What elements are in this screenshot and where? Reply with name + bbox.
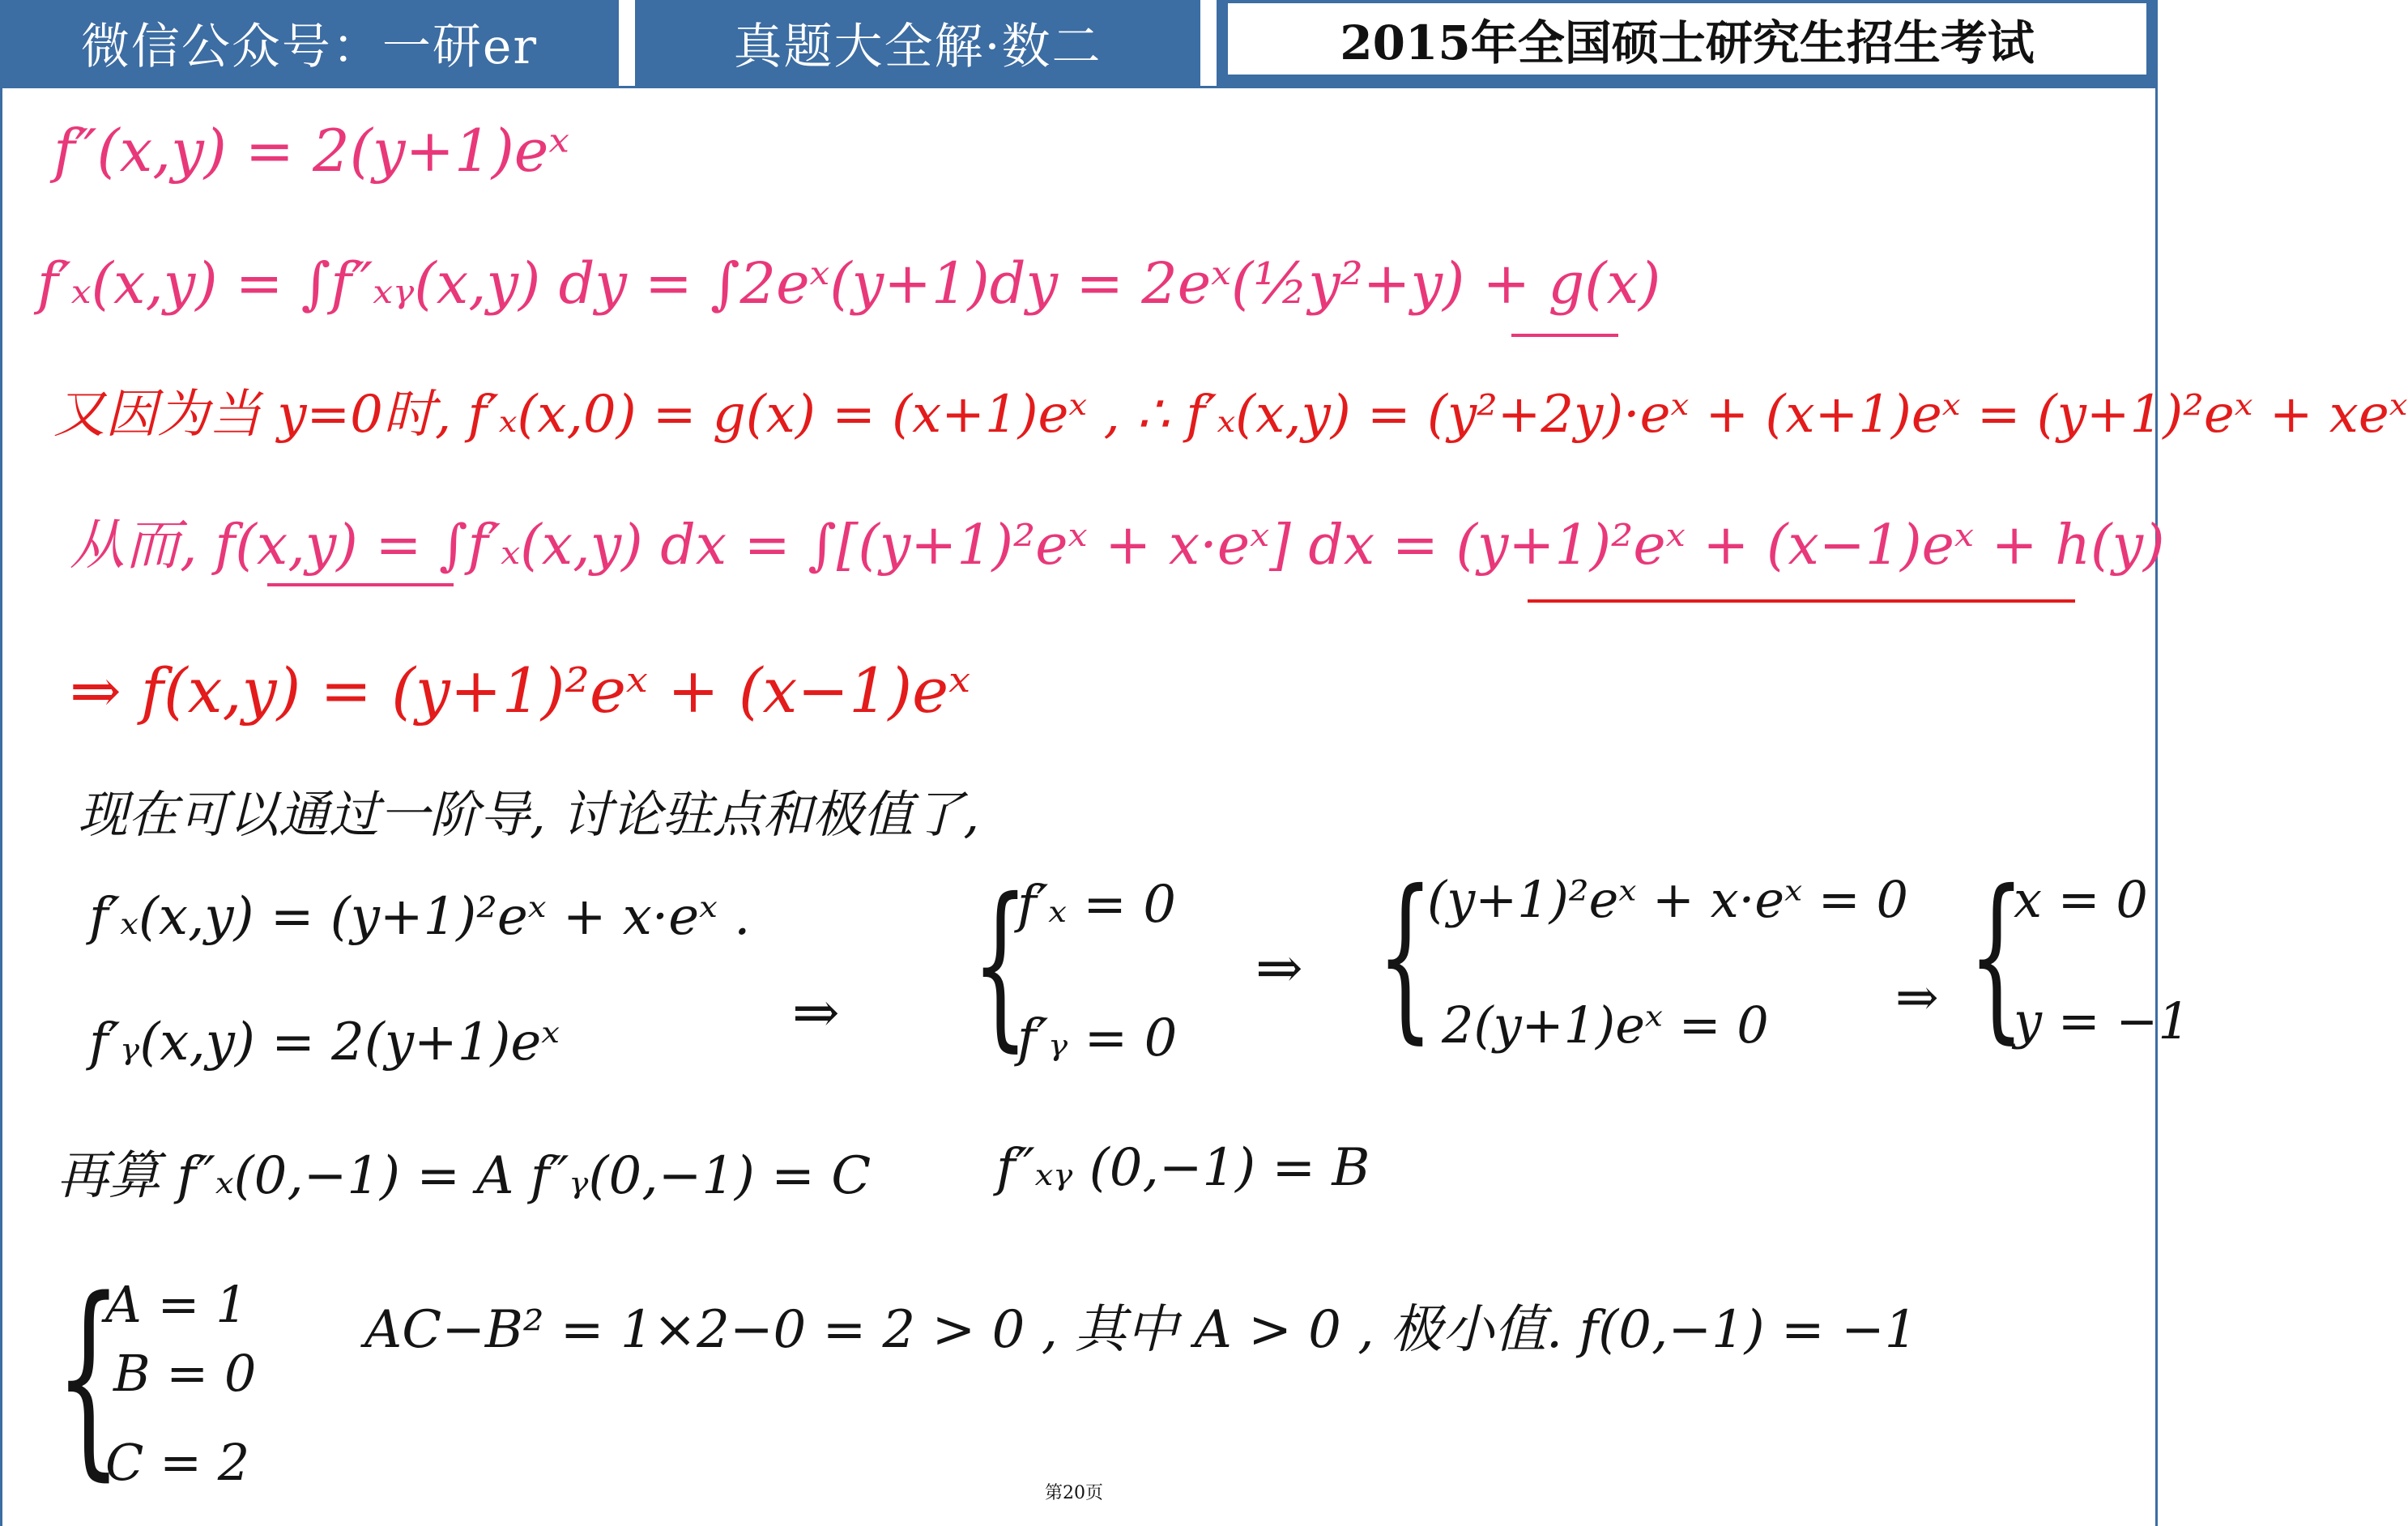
sys4-a: A = 1 xyxy=(105,1275,248,1334)
page-border-left xyxy=(0,86,2,1526)
brace-system-2: { xyxy=(1377,852,1434,1059)
header-exam-title: 2015年全国硕士研究生招生考试 xyxy=(1228,3,2146,75)
implies-arrow-2: ⇒ xyxy=(1255,935,1303,1001)
implies-arrow-1: ⇒ xyxy=(792,979,840,1046)
sys4-b: B = 0 xyxy=(113,1344,257,1403)
page-border-right xyxy=(2155,86,2158,1526)
page-number: 第20页 xyxy=(1045,1483,1103,1503)
sys1-eq-fx: f′ₓ = 0 xyxy=(1017,875,1176,935)
sys2-eq-2: 2(y+1)eˣ = 0 xyxy=(1442,995,1769,1055)
eq-second-partial-xy: f″(x,y) = 2(y+1)eˣ xyxy=(53,117,569,185)
sys3-eq-y: y = −1 xyxy=(2014,991,2190,1051)
eq-determine-gx: 又因为当 y=0时, f′ₓ(x,0) = g(x) = (x+1)eˣ , ∴ f′ₓ(x,y) = (y²+2y)·eˣ + (x+1)eˣ = (y+1)²eˣ + xeˣ xyxy=(53,385,2408,445)
eq-integrate-f: 从而, f(x,y) = ∫f′ₓ(x,y) dx = ∫[(y+1)²eˣ + x·eˣ] dx = (y+1)²eˣ + (x−1)eˣ + h(y) xyxy=(70,514,2165,578)
eq-integrate-fx: f′ₓ(x,y) = ∫f″ₓᵧ(x,y) dy = ∫2eˣ(y+1)dy = 2eˣ(½y²+y) + g(x) xyxy=(37,250,1661,317)
brace-system-4: { xyxy=(55,1255,122,1499)
underline-result xyxy=(1528,599,2075,603)
eq-final-f: ⇒ f(x,y) = (y+1)²eˣ + (x−1)eˣ xyxy=(70,654,971,727)
sys4-c: C = 2 xyxy=(105,1433,250,1492)
brace-system-3: { xyxy=(1968,852,2025,1059)
eq-mixed-derivative: f″ₓᵧ (0,−1) = B xyxy=(996,1138,1370,1198)
header-book-title: 真题大全解·数二 xyxy=(635,0,1200,86)
header-wechat-account: 微信公众号：一研er xyxy=(0,0,619,86)
eq-fy-partial: f′ᵧ(x,y) = 2(y+1)eˣ xyxy=(89,1012,560,1072)
eq-fx-partial: f′ₓ(x,y) = (y+1)²eˣ + x·eˣ . xyxy=(89,887,751,947)
sys3-eq-x: x = 0 xyxy=(2014,870,2148,929)
underline-gx xyxy=(1511,334,1618,337)
brace-system-1: { xyxy=(972,860,1029,1068)
header-divider xyxy=(0,86,2158,88)
underline-fxy xyxy=(267,583,454,586)
text-discussion: 现在可以通过一阶导, 讨论驻点和极值了, xyxy=(78,785,980,844)
eq-discriminant-conclusion: AC−B² = 1×2−0 = 2 > 0 , 其中 A > 0 , 极小值. f(0,−1) = −1 xyxy=(364,1300,1918,1360)
sys1-eq-fy: f′ᵧ = 0 xyxy=(1017,1008,1178,1068)
eq-second-derivatives: 再算 f″ₓ(0,−1) = A f″ᵧ(0,−1) = C xyxy=(57,1146,872,1206)
implies-arrow-3: ⇒ xyxy=(1895,968,1939,1028)
sys2-eq-1: (y+1)²eˣ + x·eˣ = 0 xyxy=(1427,870,1908,929)
header-exam-title-frame xyxy=(1217,0,2158,86)
